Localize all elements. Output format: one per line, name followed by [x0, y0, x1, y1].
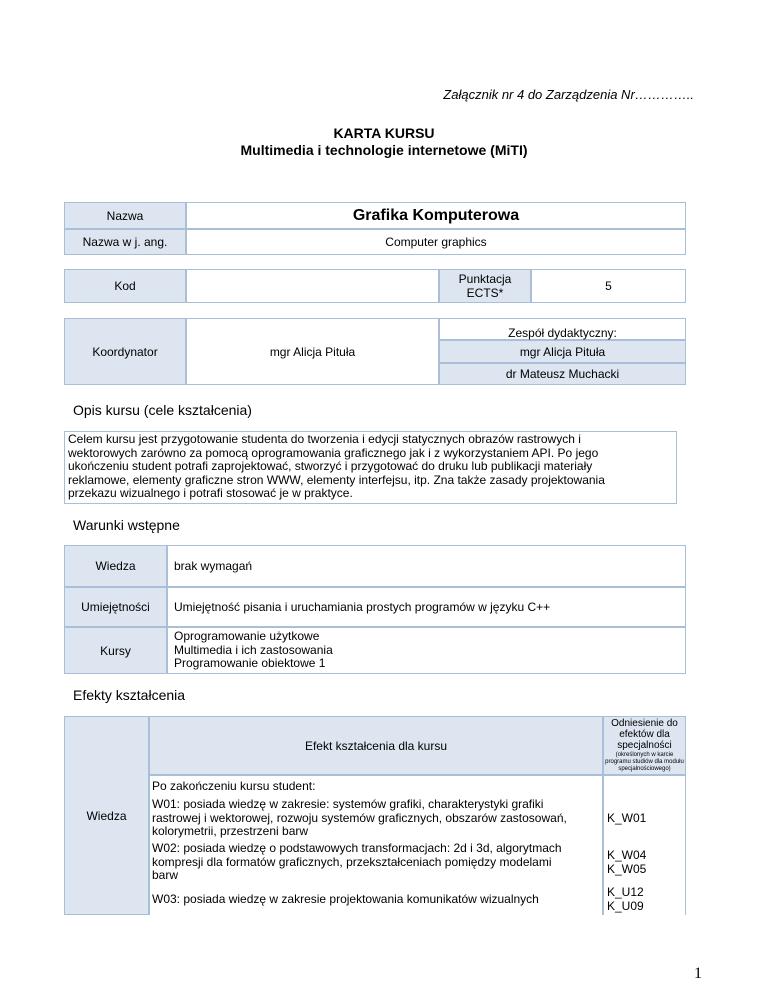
outcomes-heading: Efekty kształcenia: [73, 687, 186, 703]
name-label: Nazwa: [64, 202, 186, 229]
code-value: [186, 269, 439, 303]
description-line: wektorowych zarówno za pomocą oprogramowania graficznego jak i z wykorzystaniem API. Po jego: [68, 445, 599, 460]
page-title: KARTA KURSU: [333, 125, 435, 141]
description-line: ukończeniu student potrafi zaprojektować, stworzyć i przygotować do druku lub publikacji materiały: [68, 459, 593, 473]
description-line: Celem kursu jest przygotowanie studenta do tworzenia i edycji statycznych obrazów rastrowych i: [68, 432, 581, 446]
ref-header-note: (określonych w karcie programu studiów dla modułu specjalnościowego): [605, 752, 684, 772]
team-label: Zespół dydaktyczny:: [439, 318, 686, 340]
outcome-item-w03: [152, 893, 602, 907]
course-name-en: Computer graphics: [186, 229, 686, 255]
ref-code: K_W04: [607, 848, 647, 862]
prereq-course: Programowanie obiektowe 1: [174, 656, 326, 671]
outcome-ref-w02: [607, 849, 646, 876]
description-heading: Opis kursu (cele kształcenia): [73, 402, 252, 418]
outcome-line: kolorymetrii, przestrzeni barw: [152, 824, 309, 838]
outcomes-intro: Po zakończeniu kursu student:: [152, 779, 316, 793]
outcome-ref-w01: K_W01: [607, 811, 647, 825]
prereq-label-courses: Kursy: [64, 627, 167, 674]
annex-note: Załącznik nr 4 do Zarządzenia Nr…………..: [443, 87, 694, 102]
outcome-line: W03: posiada wiedzę w zakresie projektowania komunikatów wizualnych: [152, 892, 539, 906]
outcome-line: W01: posiada wiedzę w zakresie: systemów grafiki, charakterystyki grafiki: [152, 797, 544, 811]
prereq-value-courses: [167, 627, 686, 674]
team-member-1: mgr Alicja Pituła: [439, 340, 686, 363]
ects-label: Punktacja ECTS*: [439, 269, 531, 303]
page-subtitle: Multimedia i technologie internetowe (MiTI): [240, 142, 528, 158]
code-label: Kod: [64, 269, 186, 303]
description-line: przekazu wizualnego i potrafi stosować je w praktyce.: [68, 486, 353, 500]
prereq-value-skills: Umiejętność pisania i uruchamiania prostych programów w języku C++: [167, 587, 686, 627]
page-number: 1: [694, 965, 702, 982]
description-line: reklamowe, elementy graficzne stron WWW, elementy interfejsu, itp. Zna także zasady projektowania: [68, 472, 605, 487]
prereq-label-knowledge: Wiedza: [64, 545, 167, 587]
description-box: [64, 431, 677, 504]
outcomes-col-header: Efekt kształcenia dla kursu: [149, 716, 603, 775]
prereq-course: Multimedia i ich zastosowania: [174, 642, 333, 657]
outcome-line: W02: posiada wiedzę o podstawowych transformacjach: 2d i 3d, algorytmach: [152, 841, 562, 855]
outcome-line: kompresji dla formatów graficznych, przekształceniach pomiędzy modelami: [152, 854, 552, 869]
outcomes-row-label: Wiedza: [64, 716, 149, 915]
course-name: Grafika Komputerowa: [186, 202, 686, 229]
ects-value: 5: [531, 269, 686, 303]
outcome-line: rastrowej i wektorowej, rozwoju systemów graficznych, obszarów zastosowań,: [152, 810, 567, 825]
outcome-line: barw: [152, 868, 179, 882]
prereq-label-skills: Umiejętności: [64, 587, 167, 627]
ref-code: K_W05: [607, 861, 647, 876]
ref-header-text: Odniesienie do efektów dla specjalności: [611, 718, 678, 751]
prereq-value-knowledge: brak wymagań: [167, 545, 686, 587]
ref-code: K_U09: [607, 898, 644, 913]
team-member-2: dr Mateusz Muchacki: [439, 363, 686, 385]
ref-code: K_U12: [607, 885, 644, 899]
coordinator-value: mgr Alicja Pituła: [186, 318, 439, 385]
outcome-ref-w03: [607, 886, 644, 913]
coordinator-label: Koordynator: [64, 318, 186, 385]
outcome-item-w02: [152, 842, 602, 883]
name-en-label: Nazwa w j. ang.: [64, 229, 186, 255]
prereq-course: Oprogramowanie użytkowe: [174, 629, 320, 644]
outcomes-ref-header: [603, 716, 686, 775]
outcome-item-w01: [152, 798, 602, 839]
prerequisites-heading: Warunki wstępne: [73, 517, 180, 533]
